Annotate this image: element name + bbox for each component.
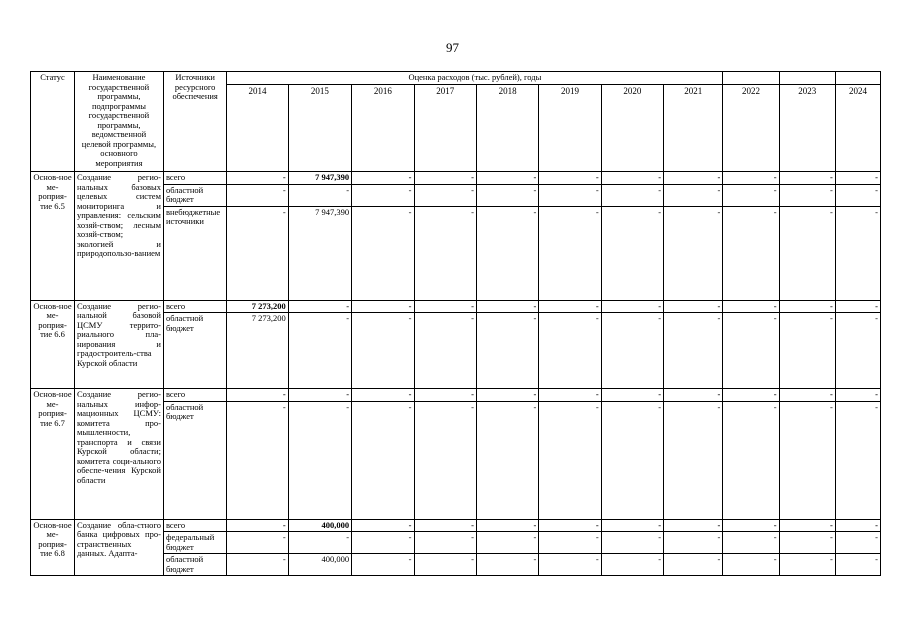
value-cell: - [779, 519, 835, 532]
value-cell: - [779, 389, 835, 402]
source-total-cell: всего [163, 172, 226, 185]
value-cell: - [476, 389, 538, 402]
value-cell: - [414, 172, 476, 185]
status-cell: Основ-ное ме-роприя-тие 6.5 [31, 172, 75, 301]
value-cell: - [227, 554, 288, 576]
status-cell: Основ-ное ме-роприя-тие 6.6 [31, 300, 75, 389]
measure-name-cell: Создание регио-нальных базовых целевых систем мониторинга и управления: сельским хозяй-ством; лесным хозяй-ством; экологией и природопользо-ванием [74, 172, 163, 301]
year-header: 2017 [414, 85, 476, 172]
table-row [31, 389, 881, 402]
year-header: 2014 [227, 85, 288, 172]
measure-name-cell: Создание регио-нальных инфор-мационных ЦСМУ: комитета про-мышленности, транспорта и связи Курской области; комитета соци-ального обеспе-чения Курской области [74, 389, 163, 520]
value-cell: - [476, 401, 538, 519]
value-cell: - [539, 300, 601, 313]
value-cell: - [539, 206, 601, 300]
value-cell: - [414, 401, 476, 519]
status-cell: Основ-ное ме-роприя-тие 6.7 [31, 389, 75, 520]
value-cell: - [352, 172, 414, 185]
value-cell: - [664, 389, 723, 402]
value-cell: - [476, 184, 538, 206]
value-cell: - [539, 519, 601, 532]
value-cell: - [601, 184, 663, 206]
page-number: 97 [446, 40, 459, 55]
value-cell: - [414, 313, 476, 389]
value-cell: - [352, 532, 414, 554]
year-header: 2016 [352, 85, 414, 172]
value-cell: - [476, 313, 538, 389]
value-cell: - [414, 532, 476, 554]
value-cell: - [601, 389, 663, 402]
value-cell: - [664, 206, 723, 300]
year-header: 2015 [288, 85, 351, 172]
value-cell: - [227, 389, 288, 402]
value-cell: - [723, 401, 779, 519]
table-row [31, 519, 881, 532]
value-cell: - [835, 554, 880, 576]
value-cell: - [664, 313, 723, 389]
year-header: 2021 [664, 85, 723, 172]
value-cell: - [414, 184, 476, 206]
value-cell: - [414, 554, 476, 576]
value-cell: - [723, 532, 779, 554]
source-cell: областной бюджет [163, 313, 226, 389]
value-cell: - [779, 532, 835, 554]
value-cell: - [723, 313, 779, 389]
value-cell: 400,000 [288, 519, 351, 532]
budget-table [30, 71, 881, 576]
value-cell: - [723, 206, 779, 300]
value-cell: 7 273,200 [227, 300, 288, 313]
value-cell: - [835, 401, 880, 519]
value-cell: - [352, 206, 414, 300]
estimate-header: Оценка расходов (тыс. рублей), годы [227, 72, 723, 85]
value-cell: - [779, 172, 835, 185]
value-cell: - [414, 519, 476, 532]
value-cell: - [414, 389, 476, 402]
source-total-cell: всего [163, 300, 226, 313]
value-cell: - [414, 300, 476, 313]
value-cell: - [601, 401, 663, 519]
source-total-cell: всего [163, 389, 226, 402]
value-cell: - [476, 206, 538, 300]
value-cell: - [476, 532, 538, 554]
source-cell: областной бюджет [163, 554, 226, 576]
value-cell: - [835, 206, 880, 300]
value-cell: - [601, 554, 663, 576]
value-cell: - [352, 300, 414, 313]
source-total-cell: всего [163, 519, 226, 532]
year-header: 2020 [601, 85, 663, 172]
value-cell: 7 947,390 [288, 206, 351, 300]
year-header: 2023 [779, 85, 835, 172]
status-header: Статус [31, 72, 75, 172]
value-cell: - [779, 401, 835, 519]
value-cell: - [476, 300, 538, 313]
value-cell: - [664, 172, 723, 185]
value-cell: - [779, 554, 835, 576]
value-cell: - [539, 532, 601, 554]
value-cell: - [288, 401, 351, 519]
value-cell: - [601, 532, 663, 554]
status-cell: Основ-ное ме-роприя-тие 6.8 [31, 519, 75, 576]
value-cell: - [288, 389, 351, 402]
value-cell: - [723, 554, 779, 576]
value-cell: - [352, 313, 414, 389]
value-cell: 7 273,200 [227, 313, 288, 389]
source-cell: областной бюджет [163, 184, 226, 206]
year-header: 2024 [835, 85, 880, 172]
value-cell: - [723, 172, 779, 185]
value-cell: - [601, 519, 663, 532]
value-cell: - [723, 184, 779, 206]
value-cell: - [664, 532, 723, 554]
value-cell: - [835, 184, 880, 206]
value-cell: - [288, 532, 351, 554]
value-cell: - [352, 519, 414, 532]
table-row [31, 300, 881, 313]
measure-name-cell: Создание обла-стного банка цифровых про-странственных данных. Адапта- [74, 519, 163, 576]
value-cell: - [539, 554, 601, 576]
value-cell: - [539, 401, 601, 519]
value-cell: - [227, 206, 288, 300]
value-cell: - [352, 401, 414, 519]
value-cell: - [723, 519, 779, 532]
value-cell: - [601, 206, 663, 300]
value-cell: - [723, 389, 779, 402]
measure-name-cell: Создание регио-нальной базовой ЦСМУ террито-риального пла-нирования и градостроитель-ства Курской области [74, 300, 163, 389]
value-cell: - [539, 313, 601, 389]
value-cell: 7 947,390 [288, 172, 351, 185]
year-header: 2019 [539, 85, 601, 172]
value-cell: - [288, 300, 351, 313]
value-cell: - [414, 206, 476, 300]
value-cell: - [723, 300, 779, 313]
value-cell: - [476, 519, 538, 532]
value-cell: - [476, 554, 538, 576]
value-cell: - [779, 206, 835, 300]
value-cell: - [539, 389, 601, 402]
source-header: Источники ресурсного обеспечения [163, 72, 226, 172]
value-cell: - [601, 313, 663, 389]
year-header: 2022 [723, 85, 779, 172]
value-cell: - [227, 184, 288, 206]
value-cell: - [835, 389, 880, 402]
value-cell: - [288, 313, 351, 389]
value-cell: 400,000 [288, 554, 351, 576]
value-cell: - [664, 300, 723, 313]
estimate-header-ext-1 [723, 72, 779, 85]
value-cell: - [539, 184, 601, 206]
value-cell: - [601, 300, 663, 313]
value-cell: - [352, 554, 414, 576]
value-cell: - [352, 184, 414, 206]
table-body [31, 172, 881, 576]
estimate-header-ext-3 [835, 72, 880, 85]
value-cell: - [835, 172, 880, 185]
value-cell: - [835, 300, 880, 313]
year-header: 2018 [476, 85, 538, 172]
value-cell: - [539, 172, 601, 185]
value-cell: - [352, 389, 414, 402]
source-cell: областной бюджет [163, 401, 226, 519]
value-cell: - [288, 184, 351, 206]
value-cell: - [664, 401, 723, 519]
value-cell: - [664, 519, 723, 532]
source-cell: внебюджетные источники [163, 206, 226, 300]
value-cell: - [227, 401, 288, 519]
value-cell: - [664, 554, 723, 576]
value-cell: - [227, 519, 288, 532]
value-cell: - [835, 519, 880, 532]
value-cell: - [664, 184, 723, 206]
value-cell: - [779, 184, 835, 206]
value-cell: - [779, 300, 835, 313]
value-cell: - [227, 532, 288, 554]
value-cell: - [779, 313, 835, 389]
value-cell: - [601, 172, 663, 185]
table-row [31, 172, 881, 185]
estimate-header-ext-2 [779, 72, 835, 85]
source-cell: федеральный бюджет [163, 532, 226, 554]
value-cell: - [835, 313, 880, 389]
name-header: Наименование государственной программы, подпрограммы государственной программы, ведомственной целевой программы, основного мероприятия [74, 72, 163, 172]
value-cell: - [476, 172, 538, 185]
value-cell: - [835, 532, 880, 554]
value-cell: - [227, 172, 288, 185]
